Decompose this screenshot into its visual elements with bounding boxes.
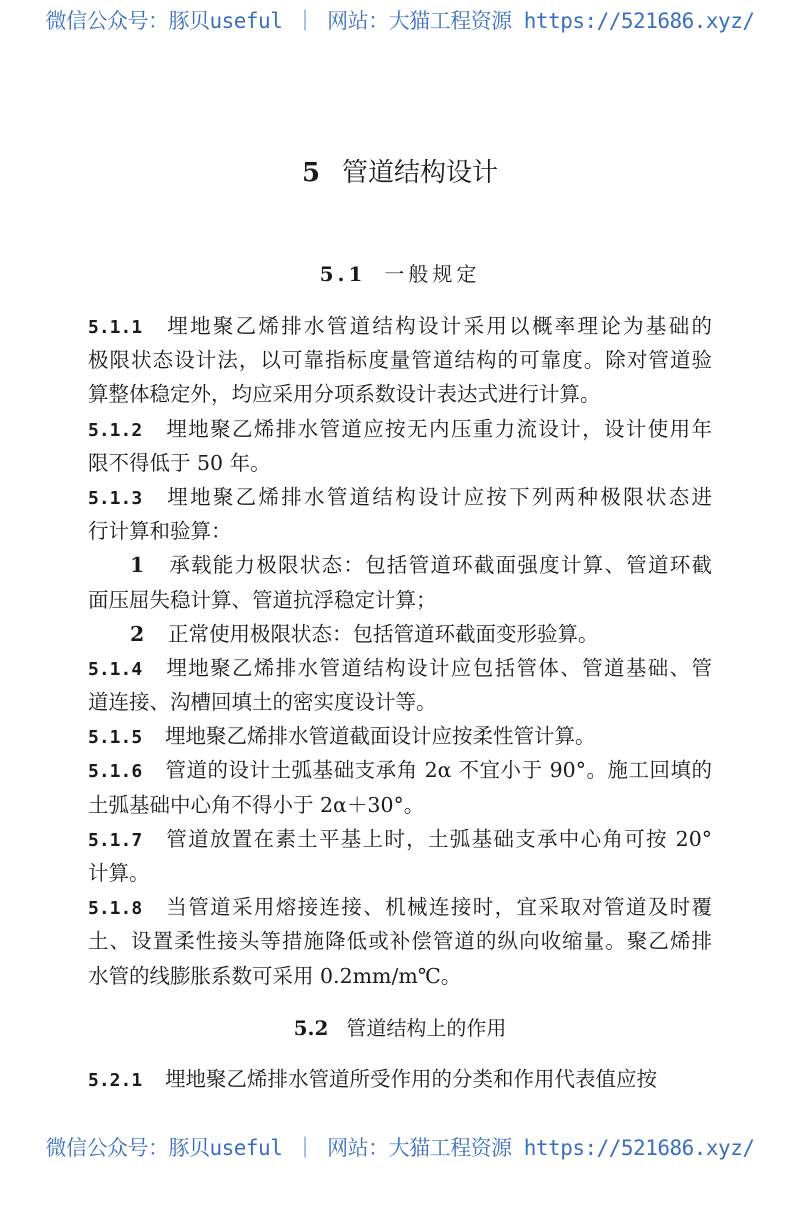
text-line: [88, 377, 712, 411]
text-line: [88, 651, 712, 685]
clause-number: 5.1.1: [88, 317, 143, 338]
text-line: [88, 548, 712, 582]
line-text: 埋地聚乙烯排水管道所受作用的分类和作用代表值应按: [165, 1067, 657, 1091]
list-item-2: [88, 617, 712, 651]
line-text: 正常使用极限状态：包括管道环截面变形验算。: [168, 621, 599, 646]
text-line: [88, 822, 712, 856]
line-text: 埋地聚乙烯排水管道结构设计应按下列两种极限状态进: [165, 484, 712, 509]
section-title: 管道结构上的作用: [346, 1016, 507, 1040]
text-line: [88, 309, 712, 343]
line-text: 埋地聚乙烯排水管道应按无内压重力流设计，设计使用年: [165, 416, 712, 441]
clause-number: 5.1.5: [88, 727, 143, 749]
line-text: 承载能力极限状态：包括管道环截面强度计算、管道环截: [168, 553, 712, 578]
chapter-title-text: 管道结构设计: [342, 158, 499, 188]
clause-5-2-1: [88, 1062, 712, 1096]
line-text: 土、设置柔性接头等措施降低或补偿管道的纵向收缩量。聚乙烯排: [88, 929, 712, 954]
line-text: 道连接、沟槽回填土的密实度设计等。: [88, 690, 437, 715]
clause-5-1-6: [88, 753, 712, 821]
line-text: 埋地聚乙烯排水管道结构设计采用以概率理论为基础的: [165, 314, 712, 338]
clause-5-1-8: [88, 890, 712, 993]
watermark-header: 微信公众号：豚贝useful ｜ 网站：大猫工程资源 https://521686.xyz/: [45, 9, 755, 33]
line-text: 当管道采用熔接连接、机械连接时，宜采取对管道及时覆: [165, 895, 712, 920]
clause-5-1-2: [88, 412, 712, 480]
clause-5-1-1: [88, 309, 712, 412]
line-text: 限不得低于 50 年。: [88, 450, 271, 475]
watermark-footer: 微信公众号：豚贝useful ｜ 网站：大猫工程资源 https://521686.xyz/: [45, 1136, 755, 1160]
line-text: 极限状态设计法，以可靠指标度量管道结构的可靠度。除对管道验: [88, 348, 712, 373]
clause-number: 5.1.3: [88, 487, 143, 509]
text-line: [88, 412, 712, 446]
clause-5-1-5: [88, 719, 712, 753]
line-text: 土弧基础中心角不得小于 2α＋30°。: [88, 792, 425, 817]
line-text: 计算。: [88, 861, 150, 885]
item-number: 2: [130, 621, 145, 646]
text-line: [88, 514, 712, 548]
text-line: [88, 617, 712, 651]
section-5-1-body: [88, 309, 712, 993]
clause-number: 5.1.8: [88, 898, 143, 920]
line-text: 管道的设计土弧基础支承角 2α 不宜小于 90°。施工回填的: [165, 758, 712, 783]
line-text: 水管的线膨胀系数可采用 0.2mm/m℃。: [88, 963, 462, 988]
clause-number: 5.1.4: [88, 658, 143, 680]
text-line: [88, 685, 712, 719]
text-line: [88, 959, 712, 993]
line-text: 行计算和验算：: [88, 519, 232, 544]
line-text: 算整体稳定外，均应采用分项系数设计表达式进行计算。: [88, 382, 601, 407]
clause-number: 5.1.2: [88, 419, 143, 441]
section-title: 一般规定: [384, 262, 481, 286]
text-line: [88, 343, 712, 377]
clause-number: 5.1.7: [88, 829, 143, 851]
text-line: [88, 719, 712, 753]
section-number: 5.1: [319, 262, 367, 286]
text-line: [88, 890, 712, 924]
clause-5-2-1: [88, 1062, 712, 1096]
text-line: [88, 753, 712, 787]
chapter-title: [0, 152, 800, 189]
text-line: [88, 856, 712, 890]
list-item-1: [88, 548, 712, 616]
text-line: [88, 788, 712, 822]
line-text: 面压屈失稳计算、管道抗浮稳定计算；: [88, 587, 437, 612]
text-line: [88, 446, 712, 480]
section-heading-5-1: [0, 258, 800, 287]
item-number: 1: [130, 553, 145, 578]
chapter-number: 5: [301, 158, 321, 188]
section-number: 5.2: [293, 1016, 329, 1040]
text-line: [88, 924, 712, 958]
clause-5-1-4: [88, 651, 712, 719]
text-line: [88, 583, 712, 617]
section-heading-5-2: [0, 1012, 800, 1041]
line-text: 埋地聚乙烯排水管道截面设计应按柔性管计算。: [165, 724, 596, 749]
clause-number: 5.2.1: [88, 1070, 143, 1091]
text-line: [88, 480, 712, 514]
clause-5-1-7: [88, 822, 712, 890]
line-text: 埋地聚乙烯排水管道结构设计应包括管体、管道基础、管: [165, 655, 712, 680]
clause-number: 5.1.6: [88, 761, 143, 783]
line-text: 管道放置在素土平基上时，土弧基础支承中心角可按 20°: [165, 826, 712, 851]
text-line: [88, 1062, 712, 1096]
clause-5-1-3: [88, 480, 712, 548]
